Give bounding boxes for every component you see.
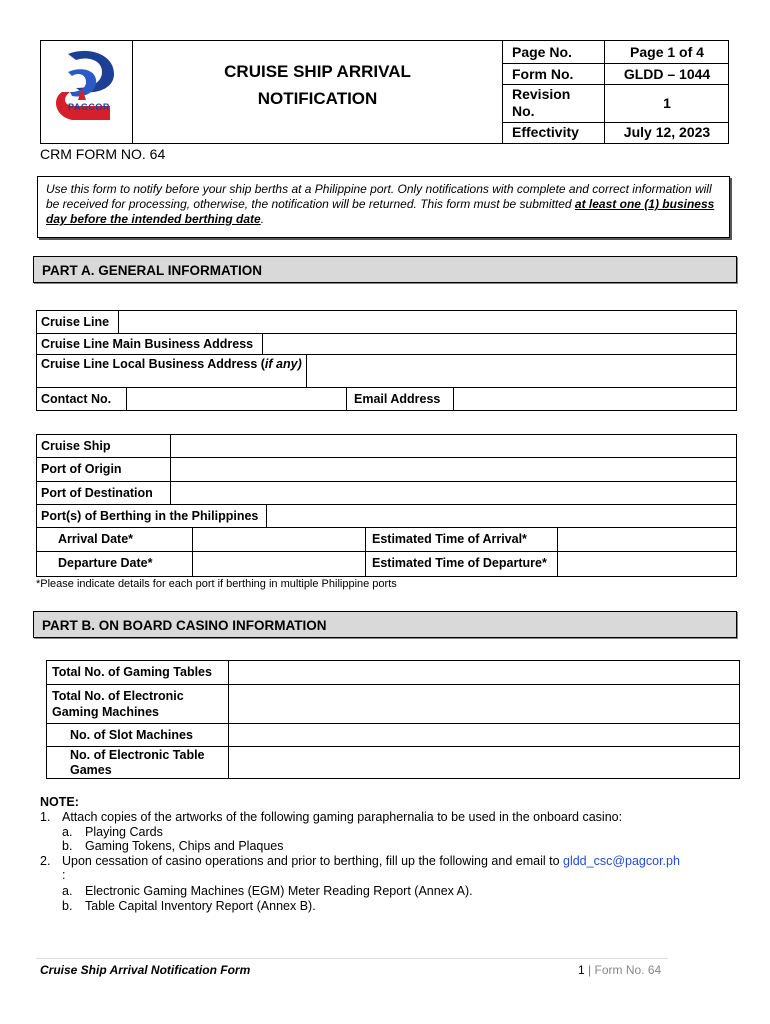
etg-label-line2: Games xyxy=(70,763,112,777)
footer-page-number: 1 xyxy=(578,963,585,977)
divider xyxy=(502,122,729,123)
note-item-2-number: 2. xyxy=(40,854,51,868)
note-item-2-text: Upon cessation of casino operations and prior to berthing, fill up the following and email to xyxy=(62,854,563,868)
note-item-2a: Electronic Gaming Machines (EGM) Meter Reading Report (Annex A). xyxy=(85,884,473,898)
divider xyxy=(502,40,503,144)
footer-page xyxy=(578,963,661,977)
etd-label: Estimated Time of Departure* xyxy=(372,556,547,570)
local-address-label-text: Cruise Line Local Business Address ( xyxy=(41,357,265,371)
arrival-date-input[interactable] xyxy=(192,527,366,552)
revision-label-line2: No. xyxy=(512,103,535,119)
email-input[interactable] xyxy=(453,387,737,411)
instructions-box xyxy=(37,176,730,238)
footer-form-number: Form No. 64 xyxy=(594,963,662,977)
instructions-text: Use this form to notify before your ship berths at a Philippine port. Only notifications with complete and correct information will be received for processing, otherwise, the notification will be returned. This form must be submitted xyxy=(46,182,712,211)
slot-machines-input[interactable] xyxy=(228,723,740,747)
egm-label-line1: Total No. of Electronic xyxy=(52,689,184,703)
form-no-value: GLDD – 1044 xyxy=(623,66,711,82)
page-no-label: Page No. xyxy=(512,44,572,60)
gaming-tables-input[interactable] xyxy=(228,660,740,685)
email-label: Email Address xyxy=(354,392,441,406)
note-item-1-number: 1. xyxy=(40,810,51,824)
local-address-label xyxy=(41,357,303,372)
title-line-2: NOTIFICATION xyxy=(257,89,378,108)
contact-no-label: Contact No. xyxy=(41,392,112,406)
note-item-2b-number: b. xyxy=(62,899,73,913)
footer-separator: | xyxy=(584,963,595,977)
cruise-ship-input[interactable] xyxy=(170,434,737,458)
arrival-date-label: Arrival Date* xyxy=(58,532,134,546)
eta-label: Estimated Time of Arrival* xyxy=(372,532,527,546)
contact-no-input[interactable] xyxy=(126,387,347,411)
revision-label xyxy=(512,86,570,120)
page-title xyxy=(133,58,502,112)
slot-machines-label: No. of Slot Machines xyxy=(70,728,193,742)
etd-input[interactable] xyxy=(557,551,737,577)
email-link[interactable]: gldd_csc@pagcor.ph xyxy=(563,854,680,868)
form-number: CRM FORM NO. 64 xyxy=(40,146,166,162)
note-item-2a-number: a. xyxy=(62,884,73,898)
pagcor-logo xyxy=(48,44,128,140)
title-line-1: CRUISE SHIP ARRIVAL xyxy=(224,62,411,81)
etg-label xyxy=(70,748,205,778)
egm-label xyxy=(52,688,184,720)
instructions-deadline: at least one (1) business day before the intended berthing date xyxy=(46,197,715,226)
footer-form-title: Cruise Ship Arrival Notification Form xyxy=(40,963,251,977)
cruise-line-label: Cruise Line xyxy=(41,315,110,329)
gaming-tables-label: Total No. of Gaming Tables xyxy=(52,665,212,679)
note-item-1b: Gaming Tokens, Chips and Plaques xyxy=(85,839,284,853)
effectivity-label: Effectivity xyxy=(512,124,579,140)
ports-berthing-input[interactable] xyxy=(266,504,737,528)
note-item-2 xyxy=(62,854,680,868)
egm-label-line2: Gaming Machines xyxy=(52,705,159,719)
departure-date-input[interactable] xyxy=(192,551,366,577)
effectivity-value: July 12, 2023 xyxy=(623,124,711,140)
main-address-input[interactable] xyxy=(262,333,737,355)
note-item-1a: Playing Cards xyxy=(85,825,163,839)
footer-divider xyxy=(36,958,668,959)
main-address-label: Cruise Line Main Business Address xyxy=(41,337,254,351)
logo-text: PAGCOR xyxy=(68,102,110,112)
cruise-ship-label: Cruise Ship xyxy=(41,439,111,453)
local-address-input[interactable] xyxy=(306,354,737,388)
eta-input[interactable] xyxy=(557,527,737,552)
port-origin-input[interactable] xyxy=(170,457,737,482)
revision-value: 1 xyxy=(663,95,671,111)
egm-input[interactable] xyxy=(228,684,740,724)
local-address-label-italic: if any) xyxy=(264,357,302,371)
ports-berthing-label: Port(s) of Berthing in the Philippines xyxy=(41,509,259,523)
note-item-1b-number: b. xyxy=(62,839,73,853)
revision-label-line1: Revision xyxy=(512,86,571,102)
note-item-2b: Table Capital Inventory Report (Annex B). xyxy=(85,899,316,913)
form-no-label: Form No. xyxy=(512,66,574,82)
departure-date-label: Departure Date* xyxy=(58,556,153,570)
port-origin-label: Port of Origin xyxy=(41,462,122,476)
note-item-1: Attach copies of the artworks of the following gaming paraphernalia to be used in the onboard casino: xyxy=(62,810,623,824)
footnote: *Please indicate details for each port if berthing in multiple Philippine ports xyxy=(36,578,397,590)
page-no-value: Page 1 of 4 xyxy=(630,44,704,60)
etg-input[interactable] xyxy=(228,746,740,779)
divider xyxy=(502,63,729,64)
etg-label-line1: No. of Electronic Table xyxy=(70,748,205,762)
part-a-header: PART A. GENERAL INFORMATION xyxy=(33,256,737,283)
port-destination-label: Port of Destination xyxy=(41,486,153,500)
note-colon: : xyxy=(62,868,66,882)
part-b-header: PART B. ON BOARD CASINO INFORMATION xyxy=(33,611,737,638)
instructions-end: . xyxy=(260,212,265,226)
note-item-1a-number: a. xyxy=(62,825,73,839)
divider xyxy=(502,84,729,85)
port-destination-input[interactable] xyxy=(170,481,737,505)
cruise-line-input[interactable] xyxy=(118,310,737,334)
note-heading: NOTE: xyxy=(40,795,79,809)
